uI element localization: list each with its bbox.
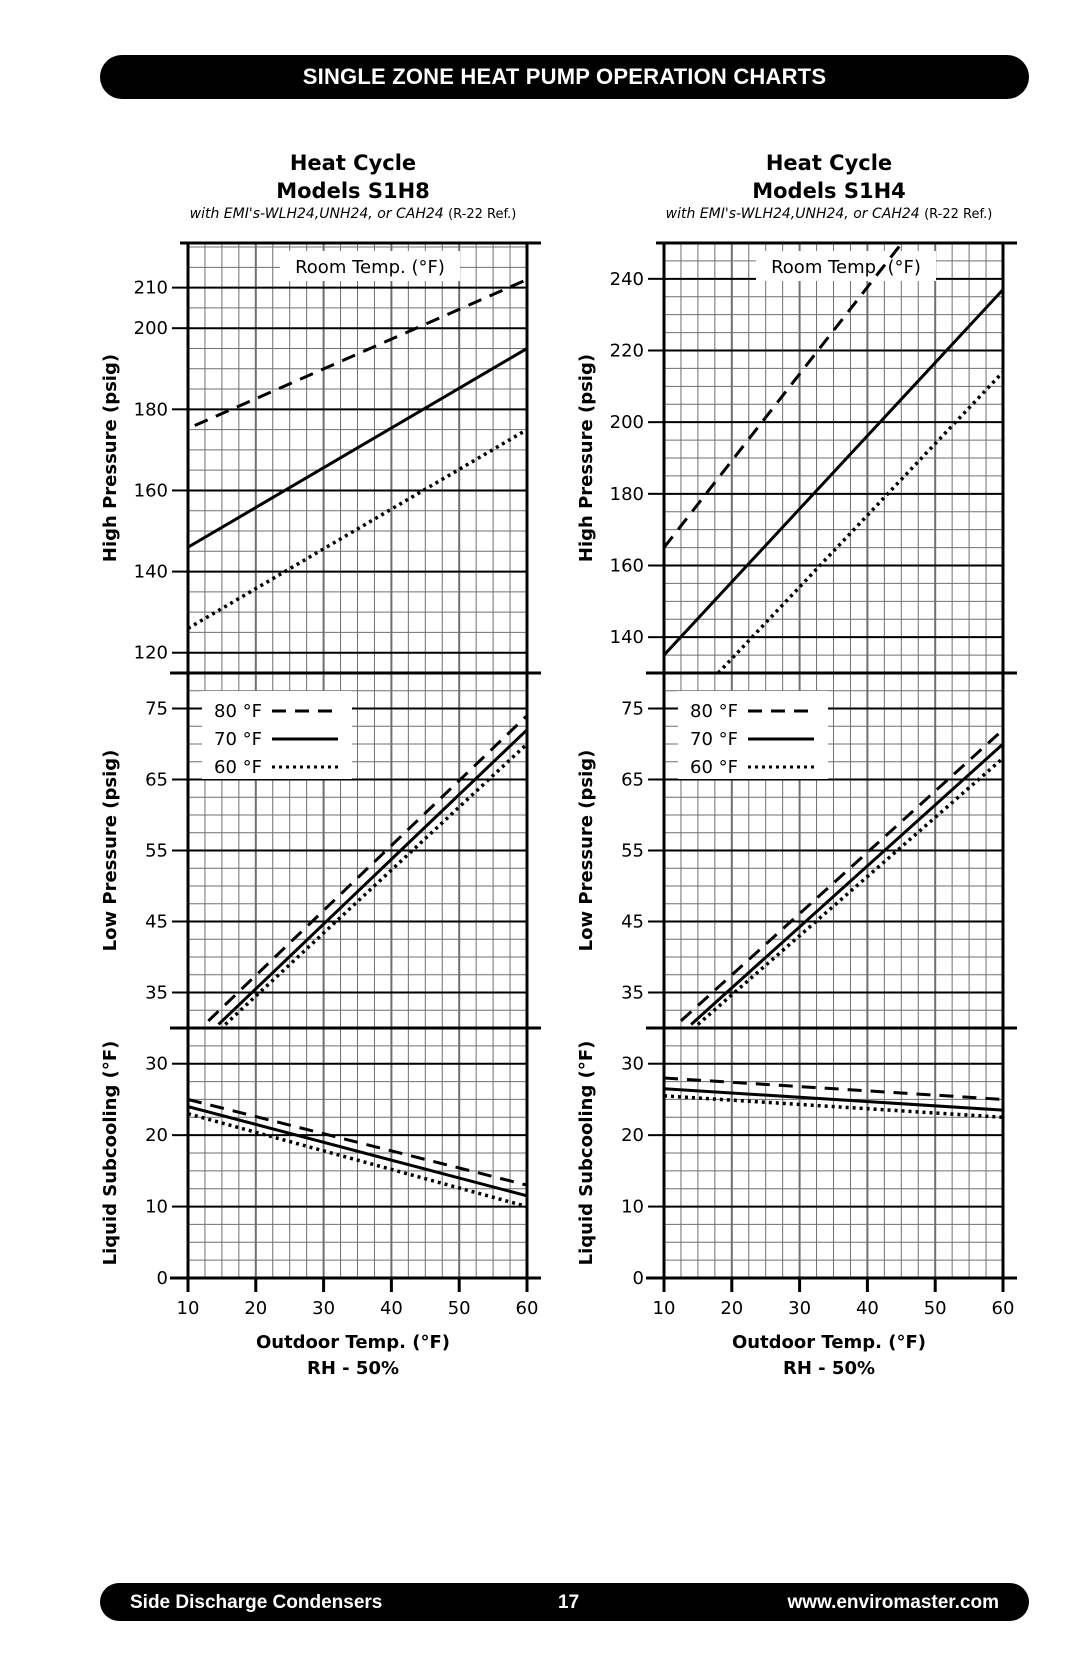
y-tick-label: 45: [621, 911, 644, 933]
y-tick-label: 220: [609, 340, 644, 362]
chart-note: [666, 206, 993, 222]
y-axis-label: Liquid Subcooling (°F): [100, 1040, 121, 1266]
chart-title: Heat Cycle: [765, 151, 893, 175]
panel-1: [576, 239, 1017, 673]
legend-label: 60 °F: [690, 757, 738, 778]
y-tick-label: 65: [145, 769, 168, 791]
chart-note-models: with EMI's-WLH24,UNH24, or CAH24: [189, 206, 449, 222]
y-tick-label: 140: [609, 627, 644, 649]
y-tick-label: 55: [621, 840, 644, 862]
y-tick-label: 10: [621, 1196, 644, 1218]
footer-website-link[interactable]: www.enviromaster.com: [787, 1592, 999, 1613]
series-line-dashed: [664, 239, 905, 547]
chart-note-refrigerant: (R-22 Ref.): [448, 207, 517, 222]
legend: [678, 691, 828, 779]
x-tick-label: 30: [312, 1298, 336, 1319]
panel-3: [576, 1028, 1017, 1289]
x-axis-condition: RH - 50%: [306, 1358, 400, 1379]
y-tick-label: 200: [609, 412, 644, 434]
panel-3: [100, 1028, 541, 1289]
y-tick-label: 30: [145, 1053, 168, 1075]
y-tick-label: 75: [145, 698, 168, 720]
y-tick-label: 120: [133, 642, 168, 664]
y-tick-label: 75: [621, 698, 644, 720]
footer-page-number: 17: [558, 1592, 580, 1613]
x-tick-label: 10: [176, 1298, 200, 1319]
legend-label: 80 °F: [690, 701, 738, 722]
footer-section-title: Side Discharge Condensers: [130, 1592, 383, 1613]
y-axis-label: Low Pressure (psig): [100, 749, 121, 952]
legend-label: 60 °F: [214, 757, 262, 778]
x-tick-label: 60: [515, 1298, 539, 1319]
x-tick-label: 50: [923, 1298, 947, 1319]
x-tick-label: 20: [244, 1298, 268, 1319]
chart-subtitle: Models S1H4: [752, 179, 906, 203]
y-tick-label: 30: [621, 1053, 644, 1075]
y-tick-label: 160: [609, 555, 644, 577]
x-tick-label: 40: [379, 1298, 403, 1319]
x-tick-label: 20: [720, 1298, 744, 1319]
panel-2: [100, 673, 541, 1028]
room-temp-label: Room Temp. (°F): [295, 257, 445, 278]
y-tick-label: 20: [145, 1125, 168, 1147]
x-tick-label: 40: [855, 1298, 879, 1319]
y-axis-label: Liquid Subcooling (°F): [576, 1040, 597, 1266]
x-axis-label: Outdoor Temp. (°F): [731, 1332, 927, 1353]
y-axis-label: Low Pressure (psig): [576, 749, 597, 952]
chart-subtitle: Models S1H8: [276, 179, 430, 203]
banner-title: SINGLE ZONE HEAT PUMP OPERATION CHARTS: [302, 64, 827, 89]
x-tick-label: 60: [991, 1298, 1015, 1319]
chart-1: [100, 151, 541, 1379]
panel-1: [100, 243, 541, 673]
panel-2: [576, 673, 1017, 1028]
series-line-dashed: [195, 280, 527, 426]
y-tick-label: 65: [621, 769, 644, 791]
legend-label: 70 °F: [690, 729, 738, 750]
chart-title: Heat Cycle: [289, 151, 417, 175]
chart-note-models: with EMI's-WLH24,UNH24, or CAH24: [665, 206, 925, 222]
chart-note-refrigerant: (R-22 Ref.): [924, 207, 993, 222]
page-footer: [100, 1583, 1029, 1621]
y-axis-label: High Pressure (psig): [576, 353, 597, 563]
y-tick-label: 160: [133, 480, 168, 502]
y-tick-label: 140: [133, 561, 168, 583]
y-tick-label: 210: [133, 277, 168, 299]
x-tick-label: 30: [788, 1298, 812, 1319]
y-axis-label: High Pressure (psig): [100, 353, 121, 563]
legend-label: 70 °F: [214, 729, 262, 750]
legend-label: 80 °F: [214, 701, 262, 722]
y-tick-label: 45: [145, 911, 168, 933]
chart-2: [576, 151, 1017, 1379]
series-line-solid: [691, 744, 1003, 1024]
y-tick-label: 0: [632, 1268, 644, 1289]
y-tick-label: 0: [156, 1268, 168, 1289]
y-tick-label: 35: [145, 982, 168, 1004]
x-tick-label: 50: [447, 1298, 471, 1319]
room-temp-label: Room Temp. (°F): [771, 257, 921, 278]
y-tick-label: 35: [621, 982, 644, 1004]
legend: [202, 691, 352, 779]
y-tick-label: 180: [133, 399, 168, 421]
x-axis-label: Outdoor Temp. (°F): [255, 1332, 451, 1353]
y-tick-label: 180: [609, 483, 644, 505]
series-line-dotted: [225, 744, 527, 1024]
y-tick-label: 240: [609, 268, 644, 290]
y-tick-label: 200: [133, 318, 168, 340]
y-tick-label: 10: [145, 1196, 168, 1218]
y-tick-label: 20: [621, 1125, 644, 1147]
y-tick-label: 55: [145, 840, 168, 862]
series-line-dotted: [718, 372, 1003, 673]
x-axis-condition: RH - 50%: [782, 1358, 876, 1379]
chart-note: [190, 206, 517, 222]
x-tick-label: 10: [652, 1298, 676, 1319]
